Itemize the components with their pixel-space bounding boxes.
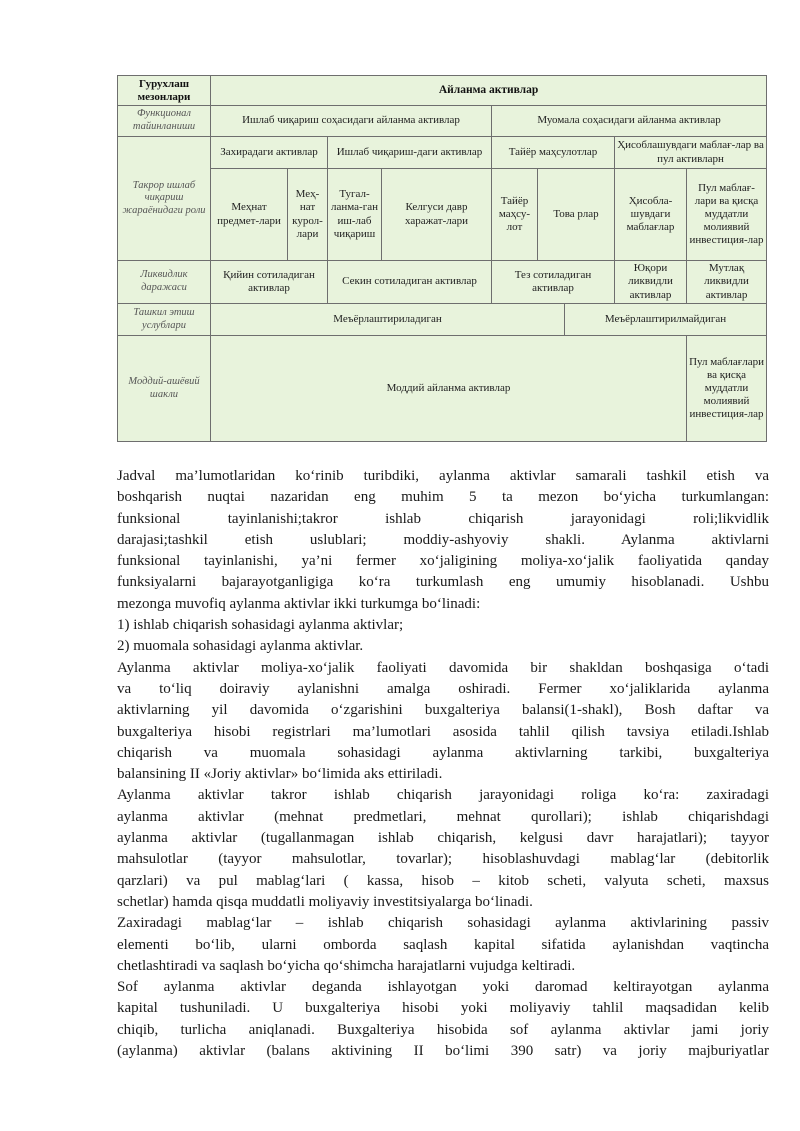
liquidity-high-cell: Юқори ликвидли активлар xyxy=(615,261,687,304)
form-material-cell: Моддий айланма активлар xyxy=(211,336,687,442)
body-line: buxgalteriya hisobi registrlari ma’lumotlari asosida tahlil qilish tavsiya etiladi.Ishlab xyxy=(117,723,769,740)
body-line: mahsulotlar (tayyor mahsulotlar, tovarlar); hisoblashuvdagi mablag‘lar (debitorlik xyxy=(117,851,769,868)
body-line: boshqarish nuqtai nazaridan eng muhim 5 ta mezon bo‘yicha turkumlangan: xyxy=(117,489,769,506)
organization-non-normalized-cell: Меъёрлаштирилмайдиган xyxy=(565,304,767,336)
role-deferred-cell: Келгуси давр харажат-лари xyxy=(382,169,492,261)
body-line: (aylanma) aktivlar (balans aktivining II bo‘limi 390 satr) va joriy majburiyatlar xyxy=(117,1043,769,1060)
body-line: Jadval ma’lumotlaridan ko‘rinib turibdiki, aylanma aktivlar samarali tashkil etish va xyxy=(117,468,769,484)
criterion-liquidity: Ликвидлик даражаси xyxy=(118,261,211,304)
role-goods-cell: Това рлар xyxy=(538,169,615,261)
functional-circulation-cell: Муомала соҳасидаги айланма активлар xyxy=(492,106,767,137)
liquidity-slow-cell: Секин сотиладиган активлар xyxy=(328,261,492,304)
body-line: chiqib, turlicha aniqlanadi. Buxgalteriya hisobida sof aylanma aktivlar jami joriy xyxy=(117,1021,769,1038)
role-in-production-cell: Ишлаб чиқариш-даги активлар xyxy=(328,137,492,169)
criterion-functional: Функционал тайинланиши xyxy=(118,106,211,137)
body-line: kapital tushuniladi. U buxgalteriya hisobi yoki moliyaviy tahlil maqsadidan kelib xyxy=(117,1000,769,1017)
body-line: qarzlari) va pul mablag‘lari ( kassa, hisob – kitob scheti, valyuta scheti, maxsus xyxy=(117,872,769,889)
body-line: Aylanma aktivlar moliya-xo‘jalik faoliyati davomida bir shakldan boshqasiga o‘tadi xyxy=(117,659,769,676)
body-line: Aylanma aktivlar takror ishlab chiqarish jarayonidagi roliga ko‘ra: zaxiradagi xyxy=(117,787,769,804)
body-line: funksiyalarni bajarayotganligiga ko‘ra turkumlash eng umumiy hisoblanadi. Ushbu xyxy=(117,574,769,591)
body-line: chetlashtiradi va saqlash bo‘yicha qo‘shimcha harajatlarni vujudga keltiradi. xyxy=(117,957,576,974)
body-line: mezonga muvofiq aylanma aktivlar ikki turkumga bo‘linadi: xyxy=(117,595,481,612)
current-assets-classification-table xyxy=(117,75,767,442)
body-line: chiqarish va muomala sohasidagi aylanma aktivlarning tarkibi, buxgalteriya xyxy=(117,744,769,761)
role-labor-tools-cell: Меҳ-нат курол-лари xyxy=(288,169,328,261)
body-line: Sof aylanma aktivlar deganda ishlayotgan yoki daromad keltirayotgan aylanma xyxy=(117,979,769,996)
role-finished-products-cell: Тайёр маҳсу-лот xyxy=(492,169,538,261)
body-line: funksional tayinlanishi, ya’ni fermer xo‘jaligining moliya-xo‘jalik faoliyatida qanday xyxy=(117,553,769,570)
header-current-assets-cell: Айланма активлар xyxy=(211,76,767,106)
body-line: funksional tayinlanishi;takror ishlab chiqarish jarayonidagi roli;likvidlik xyxy=(117,510,769,527)
criterion-organization: Ташкил этиш услублари xyxy=(118,304,211,336)
body-line: aktivlarning yil davomida o‘zgarishini buxgalteriya balansi(1-shakl), Bosh daftar va xyxy=(117,702,769,719)
functional-production-cell: Ишлаб чиқариш соҳасидаги айланма активлар xyxy=(211,106,492,137)
role-labor-objects-cell: Меҳнат предмет-лари xyxy=(211,169,288,261)
body-line: va to‘liq doiraviy aylanishni amalga oshiradi. Fermer xo‘jaliklarida aylanma xyxy=(117,680,769,697)
body-line: aylanma aktivlar (mehnat predmetlari, mehnat qurollari); ishlab chiqarishdagi xyxy=(117,808,769,825)
role-settlements-cell: Ҳисоблашувдаги маблағ-лар ва пул активларн xyxy=(615,137,767,169)
body-line: Zaxiradagi mablag‘lar – ishlab chiqarish sohasidagi aylanma aktivlarining passiv xyxy=(117,915,769,932)
body-line: aylanma aktivlar (tugallanmagan ishlab chiqarish, kelgusi davr harajatlari); tayyor xyxy=(117,830,769,847)
role-reserves-cell: Захирадаги активлар xyxy=(211,137,328,169)
classification-table-container xyxy=(117,75,766,441)
role-finished-cell: Тайёр маҳсулотлар xyxy=(492,137,615,169)
role-wip-cell: Тугал-ланма-ган иш-лаб чиқариш xyxy=(328,169,382,261)
liquidity-hard-cell: Қийин сотиладиган активлар xyxy=(211,261,328,304)
organization-normalized-cell: Меъёрлаштириладиган xyxy=(211,304,565,336)
list-item: 1) ishlab chiqarish sohasidagi aylanma aktivlar; xyxy=(117,617,404,634)
criterion-form: Моддий-ашёвий шакли xyxy=(118,336,211,442)
body-line: balansining II «Joriy aktivlar» bo‘limida aks ettiriladi. xyxy=(117,766,443,783)
liquidity-absolute-cell: Мутлақ ликвидли активлар xyxy=(687,261,767,304)
form-cash-cell: Пул маблағлари ва қисқа муддатли молиявий инвестиция-лар xyxy=(687,336,767,442)
body-line: darajasi;tashkil etish uslublari; moddiy-ashyoviy shakli. Aylanma aktivlarni xyxy=(117,531,769,548)
role-receivables-cell: Ҳисобла-шувдаги маблағлар xyxy=(615,169,687,261)
body-line: schetlar) hamda qisqa muddatli moliyaviy investitsiyalarga bo‘linadi. xyxy=(117,893,533,910)
header-criteria-cell: Гурухлаш мезонлари xyxy=(118,76,211,106)
criterion-role: Такрор ишлаб чиқариш жараёнидаги роли xyxy=(118,137,211,261)
liquidity-fast-cell: Тез сотиладиган активлар xyxy=(492,261,615,304)
body-line: elementi bo‘lib, ularni omborda saqlash kapital sifatida aylanishdan vaqtincha xyxy=(117,936,769,953)
body-text xyxy=(117,466,769,1062)
list-item: 2) muomala sohasidagi aylanma aktivlar. xyxy=(117,638,364,655)
role-cash-cell: Пул маблағ-лари ва қисқа муддатли молиявий инвестиция-лар xyxy=(687,169,767,261)
